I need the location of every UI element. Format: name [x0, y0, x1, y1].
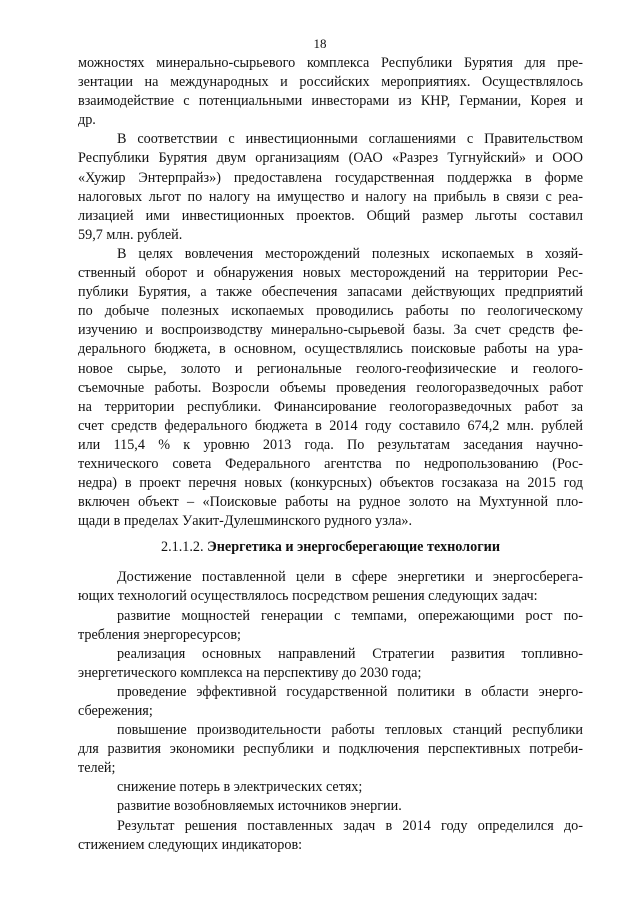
- text-line: налоговых льгот по налогу на имущество и налогу на прибыль в связи с реа-: [78, 188, 583, 205]
- section-heading: [78, 537, 583, 557]
- text-line: ственный оборот и обнаружения новых месторождений на территории Рес-: [78, 265, 583, 282]
- list-item: [78, 645, 583, 683]
- text-line: В соответствии с инвестиционными соглашениями с Правительством: [117, 131, 583, 148]
- text-line: ющих технологий осуществлялось посредством решения следующих задач:: [78, 588, 538, 605]
- text-line: щади в пределах Уакит-Дулешминского рудного узла».: [78, 513, 413, 530]
- page-number: 18: [313, 36, 327, 51]
- text-line: по добыче полезных ископаемых проводились работы по геологическому: [78, 303, 583, 320]
- list-item: [78, 683, 583, 721]
- text-line: лизацией ими инвестиционных проектов. Общий размер льготы составил: [78, 207, 583, 224]
- section-title: Энергетика и энергосберегающие технологии: [207, 539, 501, 556]
- text-line: включен объект – «Поисковые работы на рудное золото на Мухтунной пло-: [78, 494, 583, 511]
- text-line: взаимодействие с потенциальными инвесторами из КНР, Германии, Корея и: [78, 93, 583, 110]
- text-line: можностях минерально-сырьевого комплекса Республики Бурятия для пре-: [78, 55, 583, 71]
- text-line: недра) в проект перечня новых (конкурсных) объектов госзаказа на 2015 год: [78, 475, 583, 492]
- text-line: изучению и воспроизводству минерально-сырьевой базы. За счет средств фе-: [78, 322, 583, 339]
- paragraph: [78, 568, 583, 606]
- text-line: технического совета Федерального агентства по недропользованию (Рос-: [78, 455, 583, 472]
- text-line: или 115,4 % к уровню 2013 года. По результатам заседания научно-: [78, 436, 583, 453]
- text-line: для развития экономики республики и подключения перспективных потреби-: [78, 741, 583, 758]
- section-number: 2.1.1.2.: [160, 539, 204, 556]
- text-line: др.: [78, 112, 96, 129]
- text-line: энергетического комплекса на перспективу до 2030 года;: [78, 664, 422, 681]
- paragraph: [78, 54, 583, 130]
- text-line: счет средств федерального бюджета в 2014 году составило 674,2 млн. рублей: [78, 417, 583, 434]
- text-line: проведение эффективной государственной политики в области энерго-: [117, 683, 583, 700]
- text-line: телей;: [78, 760, 116, 777]
- paragraph: [78, 130, 583, 245]
- text-line: новое сырье, золото и региональные геолого-геофизические и геолого-: [78, 360, 583, 377]
- text-line: снижение потерь в электрических сетях;: [117, 779, 363, 796]
- text-line: Республики Бурятия двум организациям (ОАО «Разрез Тугнуйский» и ООО: [78, 150, 583, 167]
- paragraph: [78, 817, 583, 855]
- text-line: повышение производительности работы тепловых станций республики: [117, 722, 583, 739]
- list-item: [78, 607, 583, 645]
- paragraph: [78, 245, 583, 531]
- text-line: на территории республики. Финансирование геологоразведочных работ за: [78, 398, 583, 415]
- text-line: съемочные работы. Возросли объемы проведения геологоразведочных работ: [78, 379, 583, 396]
- text-line: публики Бурятия, а также обеспечения запасами действующих предприятий: [78, 284, 583, 301]
- text-line: реализация основных направлений Стратегии развития топливно-: [117, 645, 583, 662]
- text-line: 59,7 млн. рублей.: [78, 226, 183, 243]
- text-line: сбережения;: [78, 703, 153, 719]
- text-line: Результат решения поставленных задач в 2014 году определился до-: [117, 817, 583, 834]
- text-line: дерального бюджета, в основном, осуществлялись поисковые работы на ура-: [78, 341, 583, 358]
- text-line: требления энергоресурсов;: [78, 626, 241, 643]
- list-item: [78, 778, 583, 797]
- list-item: [78, 797, 583, 816]
- list-item: [78, 721, 583, 778]
- document-body: [78, 54, 583, 855]
- text-line: развитие мощностей генерации с темпами, опережающими рост по-: [117, 607, 583, 624]
- task-list: [78, 607, 583, 817]
- text-line: развитие возобновляемых источников энергии.: [117, 798, 402, 815]
- text-line: Достижение поставленной цели в сфере энергетики и энергосберега-: [117, 569, 583, 586]
- text-line: зентации на международных и российских мероприятиях. Осуществлялось: [78, 74, 583, 91]
- text-line: стижением следующих индикаторов:: [78, 836, 303, 853]
- text-line: В целях вовлечения месторождений полезных ископаемых в хозяй-: [117, 245, 583, 262]
- text-line: «Хужир Энтерпрайз») предоставлена государственная поддержка в форме: [78, 169, 583, 186]
